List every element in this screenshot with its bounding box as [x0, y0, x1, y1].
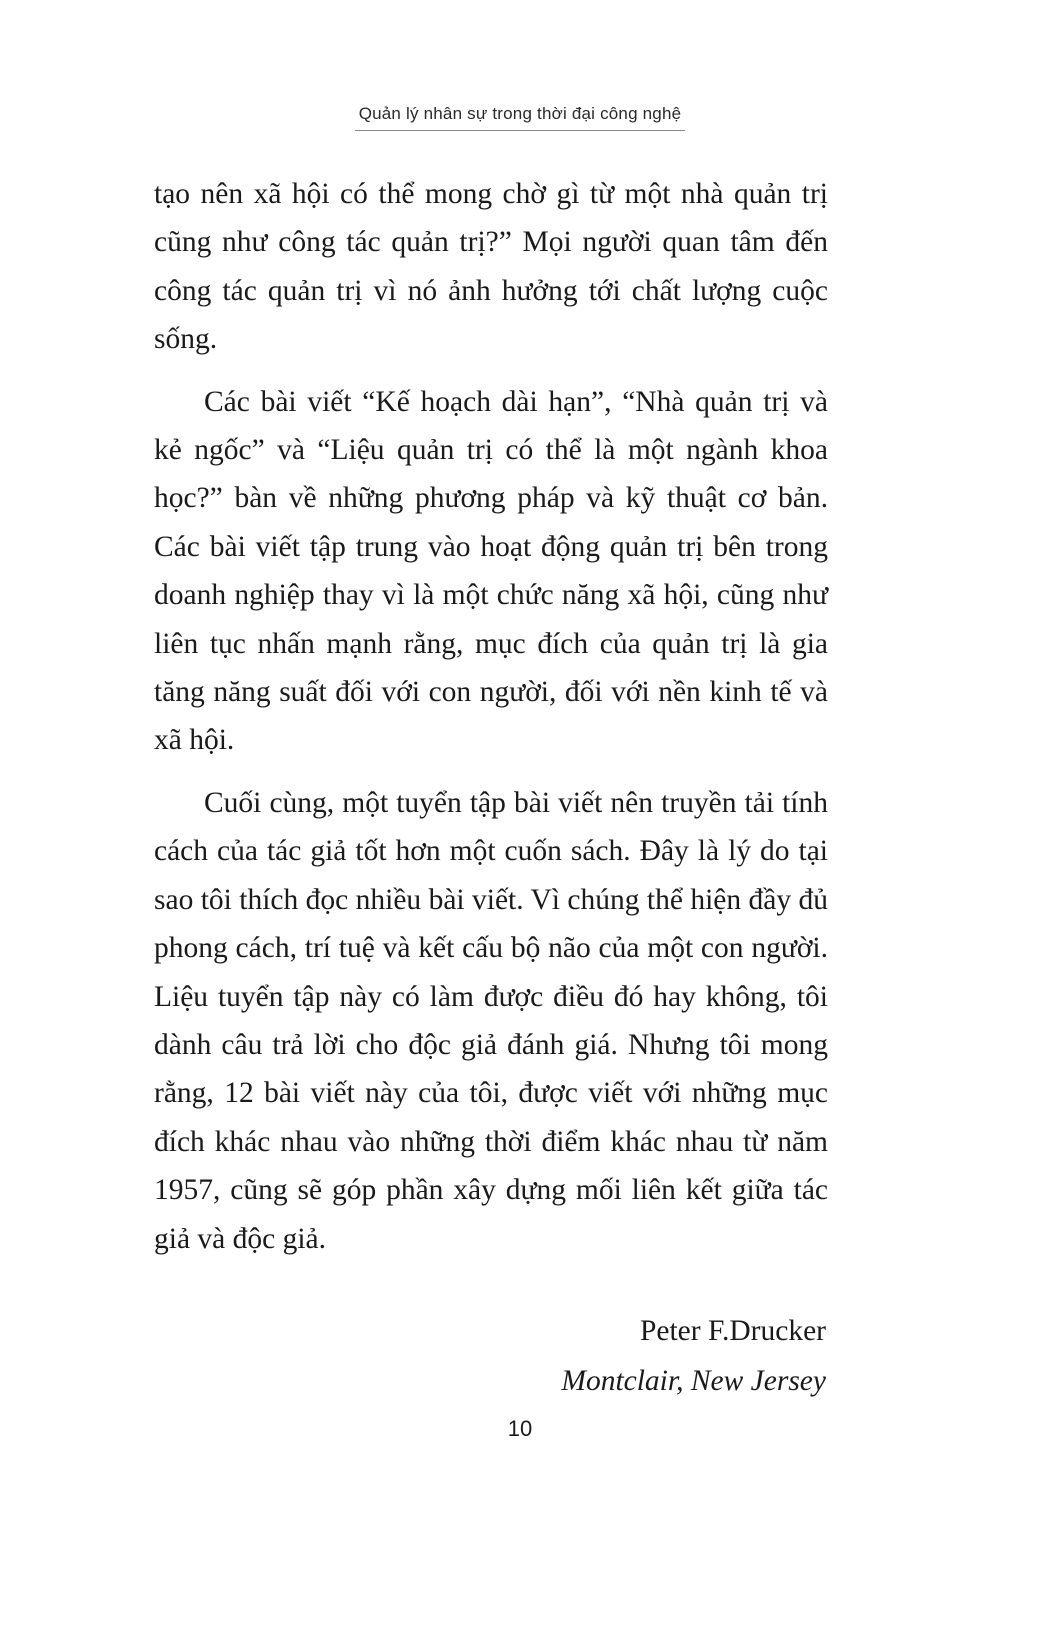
- paragraph-methods: Các bài viết “Kế hoạch dài hạn”, “Nhà quản trị và kẻ ngốc” và “Liệu quản trị có thể là một ngành khoa học?” bàn về những phương pháp và kỹ thuật cơ bản. Các bài viết tập trung vào hoạt động quản trị bên trong doanh nghiệp thay vì là một chức năng xã hội, cũng như liên tục nhấn mạnh rằng, mục đích của quản trị là gia tăng năng suất đối với con người, đối với nền kinh tế và xã hội.: [154, 385, 828, 757]
- author-place: Montclair, New Jersey: [561, 1365, 826, 1397]
- page-number: 10: [507, 1416, 533, 1441]
- running-header: [0, 104, 1040, 131]
- body-text: [154, 170, 828, 1277]
- paragraph-closing: Cuối cùng, một tuyển tập bài viết nên truyền tải tính cách của tác giả tốt hơn một cuốn sách. Đây là lý do tại sao tôi thích đọc nhiều bài viết. Vì chúng thể hiện đầy đủ phong cách, trí tuệ và kết cấu bộ não của một con người. Liệu tuyển tập này có làm được điều đó hay không, tôi dành câu trả lời cho độc giả đánh giá. Nhưng tôi mong rằng, 12 bài viết này của tôi, được viết với những mục đích khác nhau vào những thời điểm khác nhau từ năm 1957, cũng sẽ góp phần xây dựng mối liên kết giữa tác giả và độc giả.: [154, 786, 828, 1255]
- author-name: Peter F.Drucker: [639, 1315, 826, 1347]
- paragraph-continuation: tạo nên xã hội có thể mong chờ gì từ một nhà quản trị cũng như công tác quản trị?” Mọi người quan tâm đến công tác quản trị vì nó ảnh hưởng tới chất lượng cuộc sống.: [154, 178, 828, 356]
- running-title: Quản lý nhân sự trong thời đại công nghệ: [355, 104, 686, 131]
- signature-block: [561, 1306, 826, 1406]
